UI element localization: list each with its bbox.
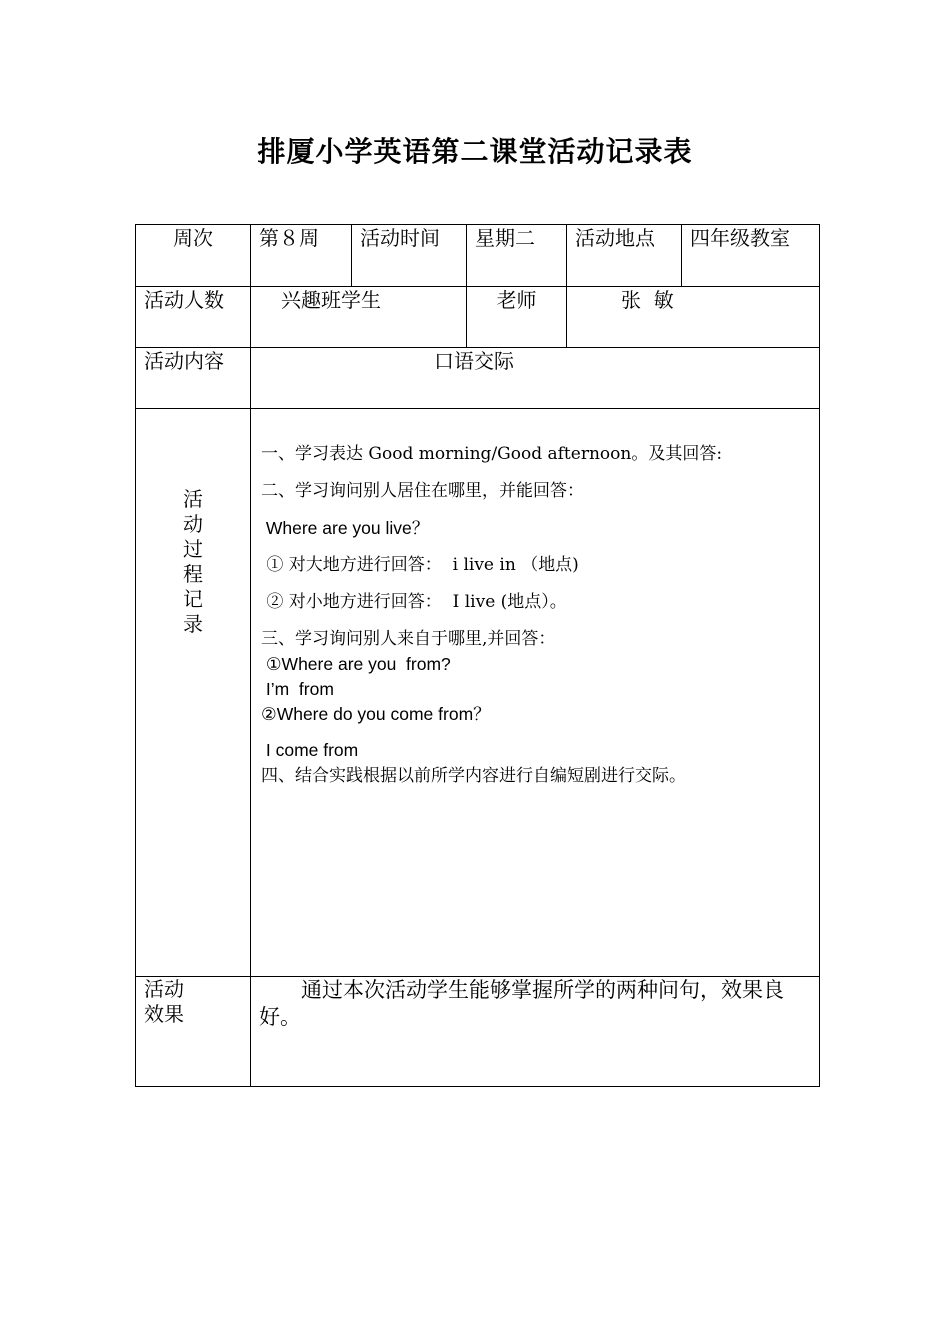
effect-text: 通过本次活动学生能够掌握所学的两种问句，效果良好。 xyxy=(259,978,784,1029)
page-title: 排厦小学英语第二课堂活动记录表 xyxy=(257,135,693,168)
people-label: 活动人数 xyxy=(144,288,224,312)
teacher-label: 老师 xyxy=(496,288,537,312)
effect-content-cell xyxy=(251,977,820,1087)
place-label: 活动地点 xyxy=(575,226,655,250)
table-row xyxy=(136,977,820,1087)
place-value: 四年级教室 xyxy=(690,226,790,250)
activity-record-table xyxy=(135,224,820,1087)
process-line-9: ②Where do you come from？ xyxy=(261,704,491,724)
effect-label-line-1: 活动 xyxy=(144,977,184,1001)
teacher-value-cell xyxy=(567,287,820,348)
process-content-cell xyxy=(251,409,820,977)
teacher-label-cell xyxy=(467,287,567,348)
effect-label-cell xyxy=(136,977,251,1087)
week-label: 周次 xyxy=(173,226,213,250)
week-value-cell xyxy=(251,225,352,287)
time-value: 星期二 xyxy=(475,226,535,250)
table-row xyxy=(136,225,820,287)
process-line-2: 二、学习询问别人居住在哪里，并能回答： xyxy=(261,481,584,501)
effect-label xyxy=(136,977,250,1027)
process-line-7: ①Where are you from? xyxy=(261,654,451,674)
process-line-4: ① 对大地方进行回答： i live in （地点) xyxy=(261,555,579,575)
week-label-cell xyxy=(136,225,251,287)
place-value-cell xyxy=(682,225,820,287)
place-label-cell xyxy=(567,225,682,287)
people-value: 兴趣班学生 xyxy=(281,288,381,312)
time-label-cell xyxy=(352,225,467,287)
table-row xyxy=(136,348,820,409)
table-row xyxy=(136,287,820,348)
content-label-cell xyxy=(136,348,251,409)
process-line-5: ② 对小地方进行回答： I live (地点）。 xyxy=(261,592,567,612)
process-label-cell xyxy=(136,409,251,977)
content-value: 口语交际 xyxy=(434,349,514,373)
process-label: 活动过程记录 xyxy=(183,487,203,636)
people-label-cell xyxy=(136,287,251,348)
process-line-3: Where are you live？ xyxy=(261,518,430,538)
process-line-11: 四、结合实践根据以前所学内容进行自编短剧进行交际。 xyxy=(261,766,686,786)
time-label: 活动时间 xyxy=(360,226,440,250)
process-line-1: 一、学习表达 Good morning/Good afternoon。及其回答: xyxy=(261,444,723,464)
process-line-6: 三、学习询问别人来自于哪里,并回答： xyxy=(261,629,556,649)
effect-label-line-2: 效果 xyxy=(144,1002,184,1026)
table-row xyxy=(136,409,820,977)
teacher-value: 张 敏 xyxy=(621,288,674,312)
process-line-10: I come from xyxy=(261,740,359,760)
process-line-8: I’m from xyxy=(261,679,334,699)
content-value-cell xyxy=(251,348,820,409)
time-value-cell xyxy=(467,225,567,287)
content-label: 活动内容 xyxy=(144,349,224,373)
process-content xyxy=(251,409,819,789)
people-value-cell xyxy=(251,287,467,348)
week-value: 第８周 xyxy=(259,226,319,250)
